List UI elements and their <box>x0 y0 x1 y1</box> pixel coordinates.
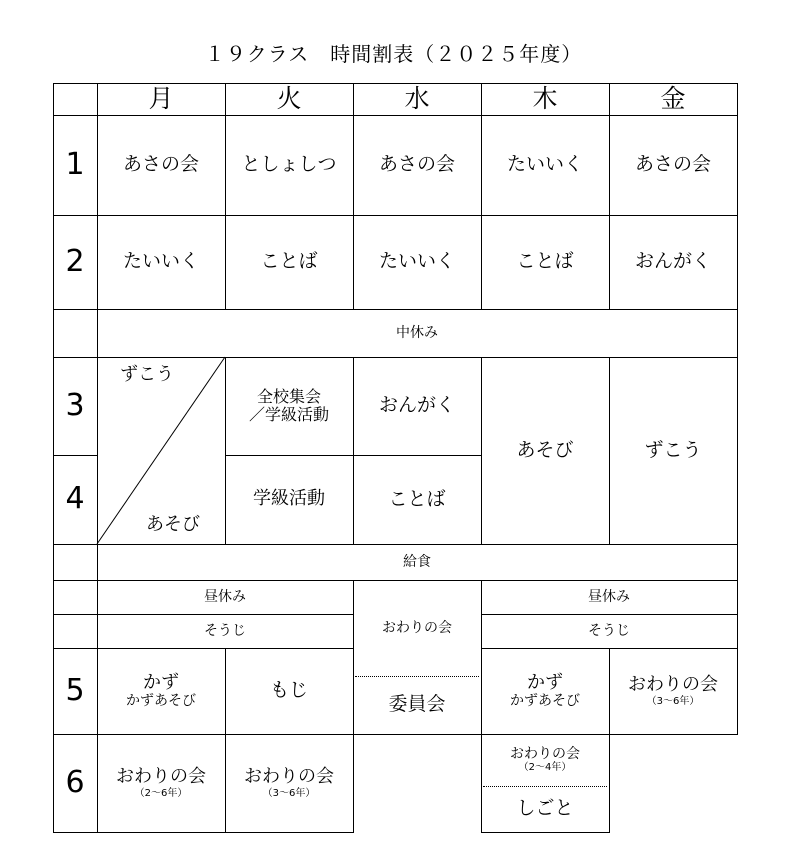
p6-tue-main: おわりの会 <box>244 765 334 787</box>
day-header-wed: 水 <box>404 83 430 113</box>
p5-tue: もじ <box>269 679 308 702</box>
period-4-label: 4 <box>65 481 85 517</box>
p3-tue: 全校集会 ／学級活動 <box>248 386 329 424</box>
page-title: １９クラス 時間割表（２０２５年度） <box>204 42 583 66</box>
period-5-label: 5 <box>65 672 85 708</box>
hiruyasumi-left: 昼休み <box>204 588 246 605</box>
period-1-label: 1 <box>65 146 85 182</box>
period-3-label: 3 <box>65 387 85 423</box>
p6-tue-sub: （3～6年） <box>262 787 316 799</box>
day-header-thu: 木 <box>532 83 558 113</box>
p4-wed: ことば <box>388 487 446 510</box>
p6-thu-bottom: しごと <box>516 797 574 820</box>
p6-thu-top-main: おわりの会 <box>510 746 580 763</box>
day-header-fri: 金 <box>660 83 686 113</box>
p2-mon: たいいく <box>122 250 199 273</box>
kyushoku-row: 給食 <box>403 553 431 570</box>
p1-tue: としょしつ <box>241 153 337 176</box>
nakayasumi-row: 中休み <box>396 324 438 341</box>
p1-wed: あさの会 <box>378 153 455 176</box>
day-header-mon: 月 <box>148 83 174 113</box>
p6-thu-top-sub: （2～4年） <box>518 762 572 774</box>
p6-mon-main: おわりの会 <box>116 765 206 787</box>
period-6-label: 6 <box>65 764 85 800</box>
p3-wed: おんがく <box>378 394 455 417</box>
p34-fri: ずこう <box>644 438 702 461</box>
p6-mon-sub: （2～6年） <box>134 787 188 799</box>
p1-fri: あさの会 <box>634 153 711 176</box>
p5-fri-sub: （3～6年） <box>646 695 700 707</box>
p2-tue: ことば <box>260 250 318 273</box>
p2-fri: おんがく <box>634 250 711 273</box>
period-2-label: 2 <box>65 243 85 279</box>
p5-fri-main: おわりの会 <box>628 673 718 695</box>
owari-wed: おわりの会 <box>382 619 452 636</box>
p5-mon-main: かず <box>143 671 179 693</box>
p2-wed: たいいく <box>378 250 455 273</box>
p34-thu: あそび <box>516 438 574 461</box>
p4-tue: 学級活動 <box>253 488 325 510</box>
p5-mon-sub: かずあそび <box>126 693 196 710</box>
souji-right: そうじ <box>588 622 630 639</box>
p5-thu-main: かず <box>527 671 563 693</box>
p3-mon-top: ずこう <box>120 363 174 385</box>
p1-mon: あさの会 <box>122 153 199 176</box>
p2-thu: ことば <box>516 250 574 273</box>
souji-left: そうじ <box>204 622 246 639</box>
p1-thu: たいいく <box>506 153 583 176</box>
p5-thu-sub: かずあそび <box>510 693 580 710</box>
p4-mon-bottom: あそび <box>146 513 200 535</box>
day-header-tue: 火 <box>276 83 302 113</box>
p5-wed: 委員会 <box>388 693 446 716</box>
hiruyasumi-right: 昼休み <box>588 588 630 605</box>
